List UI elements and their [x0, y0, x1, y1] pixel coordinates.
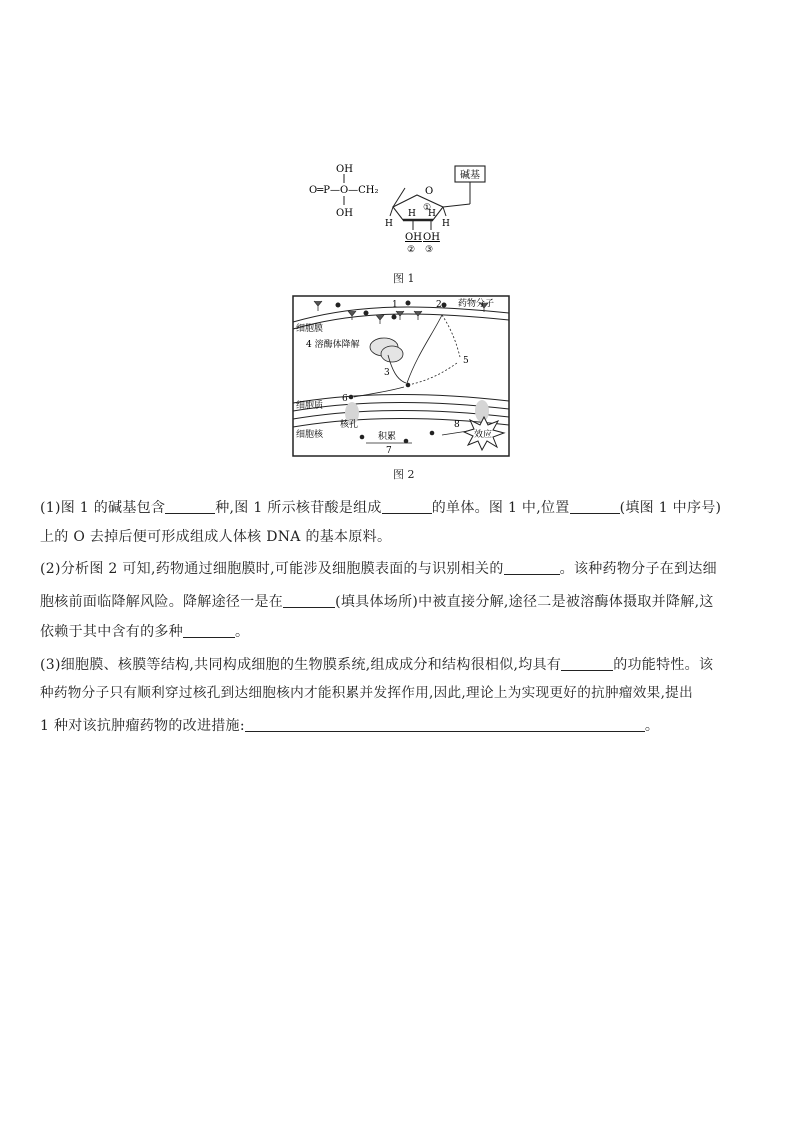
- position-3-marker: ③: [425, 245, 434, 255]
- cell-membrane-label: 细胞膜: [296, 324, 324, 334]
- label-1: 1: [392, 300, 398, 310]
- q2-text-d: (填具体场所)中被直接分解,途径二是被溶酶体摄取并降解,这: [335, 594, 714, 610]
- q2-blank-2[interactable]: [283, 594, 335, 608]
- h-mid: H: [408, 209, 416, 219]
- q2-blank-1[interactable]: [504, 561, 560, 575]
- question-3-line-3: [40, 718, 760, 733]
- question-1-line-2: 上的 O 去掉后便可形成组成人体核 DNA 的基本原料。: [40, 529, 392, 545]
- drug-molecule-label: 药物分子: [458, 299, 495, 309]
- q3-text-c: 1 种对该抗肿瘤药物的改进措施:: [40, 718, 245, 734]
- label-8: 8: [454, 420, 460, 430]
- figure-1-caption: 图 1: [393, 272, 415, 285]
- q2-text-a: (2)分析图 2 可知,药物通过细胞膜时,可能涉及细胞膜表面的与识别相关的: [40, 561, 504, 577]
- h-right: H: [442, 219, 450, 229]
- q2-text-f: 。: [235, 624, 250, 640]
- q1-blank-1[interactable]: [165, 500, 215, 514]
- q3-text-d: 。: [644, 718, 660, 734]
- figure-2-cell-diagram: [292, 295, 510, 457]
- nucleus-label: 细胞核: [296, 430, 324, 440]
- q3-blank-1[interactable]: [561, 657, 613, 671]
- oh-position-3: OH: [423, 232, 440, 243]
- label-5: 5: [463, 356, 469, 366]
- q1-text-d: (填图 1 中序号): [619, 500, 722, 516]
- q1-text-b: 种,图 1 所示核苷酸是组成: [215, 500, 382, 516]
- oh-position-2: OH: [405, 232, 422, 243]
- nuclear-pore-label: 核孔: [340, 420, 359, 430]
- cytoplasm-label: 细胞质: [296, 401, 324, 411]
- label-3: 3: [384, 368, 390, 378]
- question-2-line-1: [40, 561, 760, 576]
- q2-blank-3[interactable]: [183, 624, 235, 638]
- position-2-marker: ②: [407, 245, 416, 255]
- label-6: 6: [342, 394, 348, 404]
- label-2: 2: [436, 300, 442, 310]
- question-1-line-1: [40, 500, 760, 515]
- q2-text-b: 。该种药物分子在到达细: [559, 561, 717, 577]
- q3-blank-2[interactable]: [245, 718, 645, 732]
- question-2-line-3: [40, 624, 760, 639]
- question-2-line-2: [40, 594, 760, 609]
- figure-1-nucleotide: [305, 150, 505, 265]
- oh-bottom: OH: [336, 208, 353, 219]
- figure-2-caption: 图 2: [393, 468, 415, 481]
- label-7: 7: [386, 446, 392, 456]
- q1-blank-2[interactable]: [382, 500, 432, 514]
- accumulation-label: 积累: [378, 432, 397, 442]
- q1-text-c: 的单体。图 1 中,位置: [431, 500, 570, 516]
- phosphate-group: O═P—O—CH₂: [309, 185, 379, 196]
- q2-text-e: 依赖于其中含有的多种: [40, 624, 183, 640]
- question-3-line-1: [40, 657, 760, 672]
- q3-text-a: (3)细胞膜、核膜等结构,共同构成细胞的生物膜系统,组成成分和结构很相似,均具有: [40, 657, 562, 673]
- h-left: H: [385, 219, 393, 229]
- question-3-line-2: 种药物分子只有顺利穿过核孔到达细胞核内才能积累并发挥作用,因此,理论上为实现更好的抗肿瘤效果,提出: [40, 685, 693, 701]
- oh-top: OH: [336, 164, 353, 175]
- position-1-marker: ①: [423, 203, 432, 213]
- q2-text-c: 胞核前面临降解风险。降解途径一是在: [40, 594, 284, 610]
- ring-oxygen: O: [425, 186, 434, 197]
- q1-blank-3[interactable]: [570, 500, 620, 514]
- q1-text-a: (1)图 1 的碱基包含: [40, 500, 166, 516]
- base-label: 碱基: [460, 170, 480, 181]
- q3-text-b: 的功能特性。该: [613, 657, 714, 673]
- lysosome-label: 4 溶酶体降解: [306, 340, 360, 350]
- h-mid2: H: [428, 209, 436, 219]
- effect-label: 效应: [474, 430, 493, 440]
